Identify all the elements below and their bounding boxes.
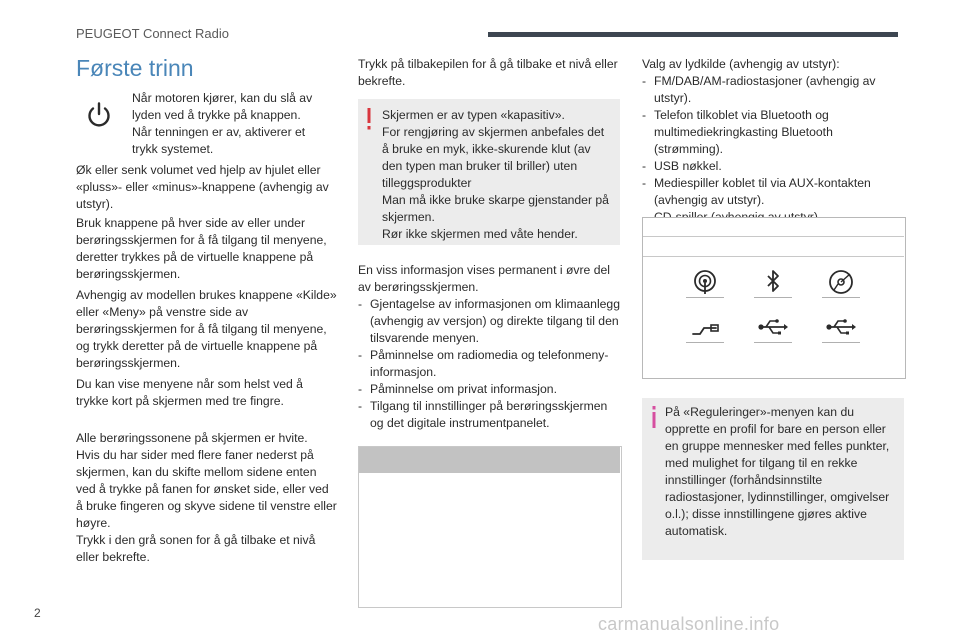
warning-text: Skjermen er av typen «kapasitiv». For rengjøring av skjermen anbefales det å bruke en myk, ikke-skurende klut (av den typen man bruker til briller) uten tilleggsprodukter Man må ikke bruke skarpe gjenstander på skjermen. Rør ikke skjermen med våte hender. bbox=[382, 108, 609, 241]
icon-underline bbox=[686, 297, 724, 298]
usb-icon[interactable] bbox=[756, 314, 790, 344]
warning-icon bbox=[367, 108, 371, 130]
paragraph-volume: Øk eller senk volumet ved hjelp av hjulet eller «pluss»- eller «minus»-knappene (avhengig av utstyr). bbox=[76, 163, 329, 211]
paragraph-source-menu: Avhengig av modellen brukes knappene «Kilde» eller «Meny» på venstre side av berøringsskjermen for å få tilgang til menyene, og trykk deretter på de virtuelle knappene på berøringsskjermen. bbox=[76, 288, 337, 370]
paragraph-buttons: Bruk knappene på hver side av eller under berøringsskjermen for å få tilgang til menyene, deretter trykkes på de virtuelle knappene på berøringsskjermen. bbox=[76, 216, 327, 281]
list-item: - Gjentagelse av informasjonen om klimaanlegg (avhengig av versjon) og direkte tilgang til den tilsvarende menyen. bbox=[358, 297, 620, 345]
power-icon bbox=[84, 100, 114, 130]
list-item: - Påminnelse om radiomedia og telefonmeny-informasjon. bbox=[358, 348, 609, 379]
icon-underline bbox=[754, 297, 792, 298]
power-intro: Når motoren kjører, kan du slå av lyden ved å trykke på knappen. Når tenningen er av, aktiverer et trykk systemet. bbox=[132, 91, 313, 156]
paragraph-source-select: Valg av lydkilde (avhengig av utstyr): bbox=[642, 57, 840, 71]
header-bar bbox=[488, 32, 898, 37]
paragraph-permanent-info: En viss informasjon vises permanent i øvre del av berøringsskjermen. bbox=[358, 263, 610, 294]
paragraph-touch-zones: Alle berøringssonene på skjermen er hvite. Hvis du har sider med flere faner nederst på skjermen, kan du skifte mellom sidene enten ved å trykke på fanen for ønsket side, eller ved å bruke fingeren og skyve sidene til venstre eller høyre. Trykk i den grå sonen for å gå tilbake et nivå eller bekrefte. bbox=[76, 431, 337, 564]
screen-divider bbox=[643, 256, 904, 257]
aux-icon[interactable] bbox=[688, 314, 722, 344]
paragraph-three-fingers: Du kan vise menyene når som helst ved å trykke kort på skjermen med tre fingre. bbox=[76, 377, 303, 408]
gray-zone-bar bbox=[359, 447, 620, 473]
info-list bbox=[358, 296, 624, 432]
icon-underline bbox=[686, 342, 724, 343]
icon-underline bbox=[822, 342, 860, 343]
info-text: På «Reguleringer»-menyen kan du opprette en profil for bare en person eller en gruppe mennesker med felles punkter, med mulighet for tilgang til en rekke innstillinger (forhåndsinnstilte radiostasjoner, lydinnstillinger, omgivelser o.l.); disse innstillingene gjøres aktive automatisk. bbox=[665, 405, 890, 538]
list-item: - Mediespiller koblet til via AUX-kontakten (avhengig av utstyr). bbox=[642, 176, 871, 207]
list-item: - Telefon tilkoblet via Bluetooth og multimediekringkasting Bluetooth (strømming). bbox=[642, 108, 833, 156]
list-item: - FM/DAB/AM-radiostasjoner (avhengig av utstyr). bbox=[642, 74, 876, 105]
paragraph-back-arrow: Trykk på tilbakepilen for å gå tilbake et nivå eller bekrefte. bbox=[358, 57, 618, 88]
list-item: - Tilgang til innstillinger på berøringsskjermen og det digitale instrumentpanelet. bbox=[358, 399, 608, 430]
section-heading: Første trinn bbox=[76, 55, 194, 81]
icon-underline bbox=[822, 297, 860, 298]
bluetooth-icon[interactable] bbox=[756, 268, 790, 298]
source-list bbox=[642, 73, 904, 226]
page-number: 2 bbox=[34, 606, 41, 620]
radio-icon[interactable] bbox=[688, 268, 722, 298]
info-icon bbox=[652, 406, 656, 428]
cd-icon[interactable] bbox=[824, 268, 858, 298]
running-header: PEUGEOT Connect Radio bbox=[76, 26, 229, 41]
usb-icon[interactable] bbox=[824, 314, 858, 344]
icon-underline bbox=[754, 342, 792, 343]
power-intro-text bbox=[132, 90, 332, 158]
source-screen-illustration bbox=[642, 217, 906, 379]
watermark: carmanualsonline.info bbox=[598, 614, 780, 634]
screen-divider bbox=[643, 236, 904, 237]
list-item: - USB nøkkel. bbox=[642, 159, 722, 173]
list-item: - Påminnelse om privat informasjon. bbox=[358, 382, 557, 396]
